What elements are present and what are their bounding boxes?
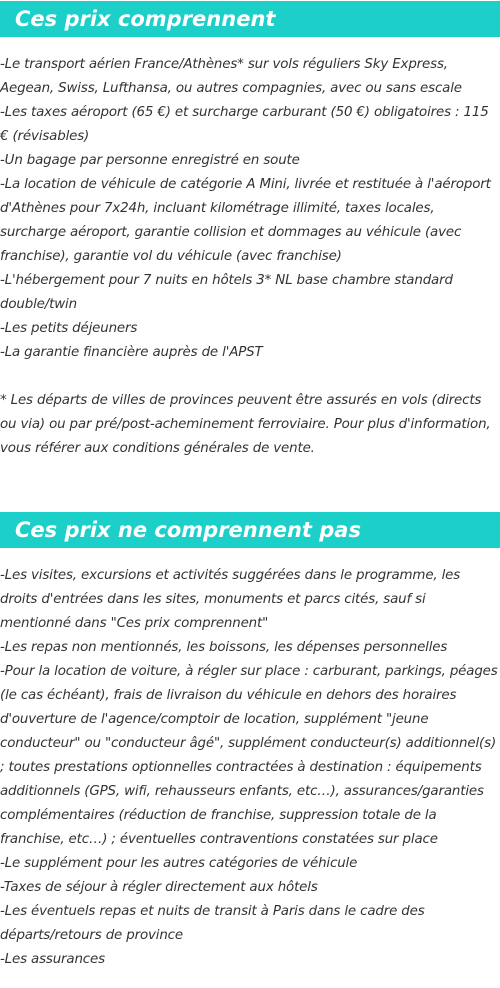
excluded-item-car-extras: -Pour la location de voiture, à régler sur place : carburant, parkings, péages (le cas échéant), frais de livraison du véhicule en dehors des horaires d'ouverture de l'agence/comptoir de location, supplément "jeune conducteur" ou "conducteur âgé", supplément conducteur(s) additionnel(s) ; toutes prestations optionnelles contractées à destination : équipements additionnels (GPS, wifi, rehausseurs enfants, etc…), assurances/garanties complémentaires (réduction de franchise, suppression totale de la franchise, etc…) ; éventuelles contraventions constatées sur place: [0, 664, 498, 847]
included-item-transport: -Le transport aérien France/Athènes* sur vols réguliers Sky Express, Aegean, Swiss, Lufthansa, ou autres compagnies, avec ou sans escale: [0, 57, 462, 96]
included-section-title: Ces prix comprennent: [0, 1, 500, 37]
excluded-item-transit: -Les éventuels repas et nuits de transit à Paris dans le cadre des départs/retours de province: [0, 904, 425, 943]
included-item-airport-taxes: -Les taxes aéroport (65 €) et surcharge carburant (50 €) obligatoires : 115 € (révisables): [0, 105, 489, 144]
included-item-car-rental: -La location de véhicule de catégorie A Mini, livrée et restituée à l'aéroport d'Athènes pour 7x24h, incluant kilométrage illimité, taxes locales, surcharge aéroport, garantie collision et dommages au véhicule (avec franchise), garantie vol du véhicule (avec franchise): [0, 177, 491, 264]
excluded-item-vehicle-upgrade: -Le supplément pour les autres catégories de véhicule: [0, 856, 358, 871]
excluded-item-meals: -Les repas non mentionnés, les boissons, les dépenses personnelles: [0, 640, 448, 655]
included-item-guarantee: -La garantie financière auprès de l'APST: [0, 345, 263, 360]
excluded-item-tourist-tax: -Taxes de séjour à régler directement aux hôtels: [0, 880, 318, 895]
included-item-breakfast: -Les petits déjeuners: [0, 321, 138, 336]
excluded-item-visits: -Les visites, excursions et activités suggérées dans le programme, les droits d'entrées dans les sites, monuments et parcs cités, sauf si mentionné dans "Ces prix comprennent": [0, 568, 461, 631]
excluded-section-body: [0, 564, 500, 972]
included-item-accommodation: -L'hébergement pour 7 nuits en hôtels 3* NL base chambre standard double/twin: [0, 273, 453, 312]
included-section-body: [0, 53, 500, 461]
excluded-section-title: Ces prix ne comprennent pas: [0, 512, 500, 548]
included-item-baggage: -Un bagage par personne enregistré en soute: [0, 153, 300, 168]
spacer: [0, 365, 498, 389]
excluded-item-insurance: -Les assurances: [0, 952, 105, 967]
included-footnote: * Les départs de villes de provinces peuvent être assurés en vols (directs ou via) ou par pré/post-acheminement ferroviaire. Pour plus d'information, vous référer aux conditions générales de vente.: [0, 393, 491, 456]
